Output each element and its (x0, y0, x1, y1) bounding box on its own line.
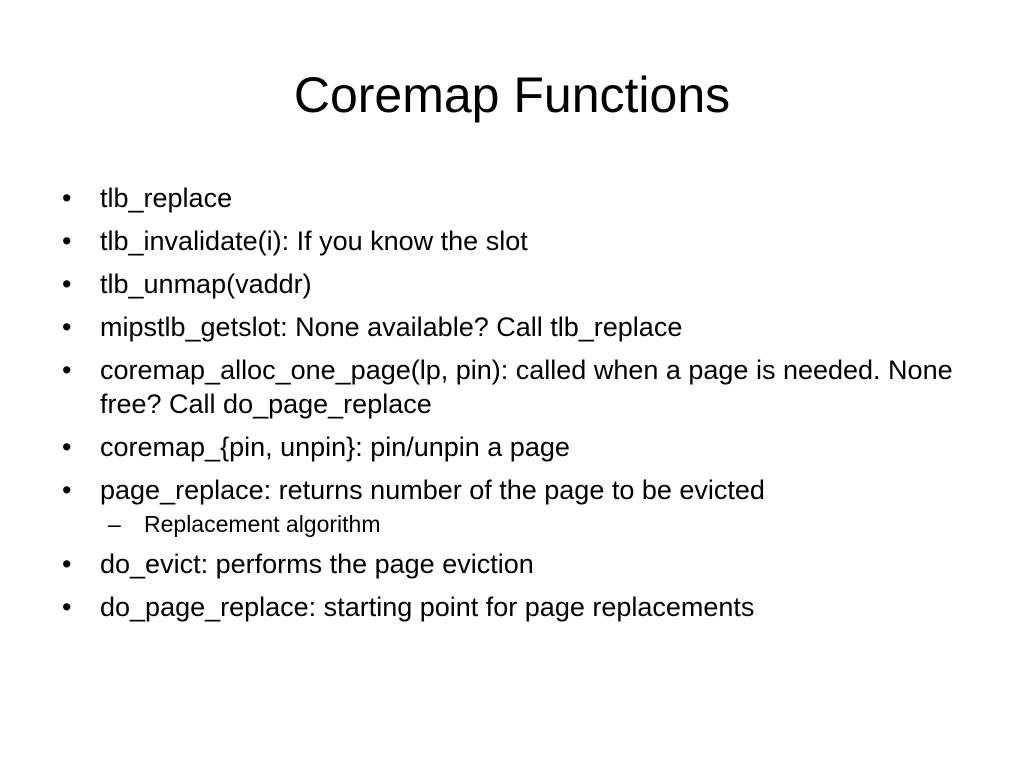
sub-list-item (62, 510, 962, 538)
list-item (62, 310, 962, 344)
list-item (62, 430, 962, 464)
list-item (62, 547, 962, 581)
list-item (62, 181, 962, 215)
list-item-text: do_page_replace: starting point for page replacements (100, 592, 755, 622)
bullet-icon: • (62, 592, 72, 622)
bullet-icon: • (62, 475, 72, 505)
sub-list-item-text: Replacement algorithm (144, 511, 381, 537)
list-item-text: tlb_replace (100, 183, 233, 213)
bullet-icon: • (62, 432, 72, 462)
bullet-icon: • (62, 269, 72, 299)
list-item-text: mipstlb_getslot: None available? Call tlb_replace (100, 312, 683, 342)
list-item (62, 590, 962, 624)
bullet-icon: • (62, 549, 72, 579)
list-item-text: tlb_unmap(vaddr) (100, 269, 312, 299)
slide-title: Coremap Functions (293, 67, 731, 123)
list-item (62, 353, 962, 421)
list-item (62, 224, 962, 258)
bullet-list (62, 181, 962, 633)
list-item (62, 267, 962, 301)
bullet-icon: • (62, 183, 72, 213)
list-item (62, 473, 962, 507)
list-item-text: tlb_invalidate(i): If you know the slot (100, 226, 528, 256)
list-item-text: do_evict: performs the page eviction (100, 549, 534, 579)
list-item-text: page_replace: returns number of the page to be evicted (100, 475, 765, 505)
dash-icon: – (108, 511, 121, 537)
list-item-text: coremap_{pin, unpin}: pin/unpin a page (100, 432, 570, 462)
bullet-icon: • (62, 312, 72, 342)
bullet-icon: • (62, 355, 72, 385)
list-item-text: coremap_alloc_one_page(lp, pin): called when a page is needed. None free? Call do_page_replace (100, 355, 953, 419)
bullet-icon: • (62, 226, 72, 256)
